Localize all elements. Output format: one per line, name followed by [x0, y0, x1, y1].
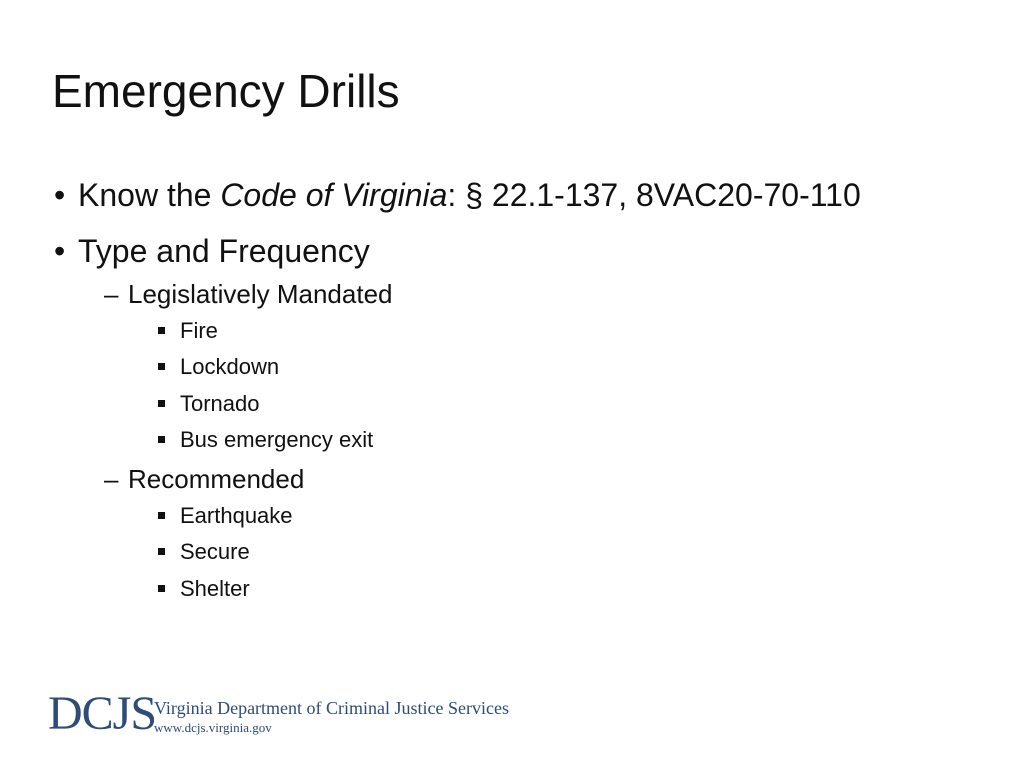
dcjs-logo-letters: DCJS — [48, 687, 157, 740]
dash-icon: – — [104, 278, 119, 309]
sub-bullet-text: Legislatively Mandated — [128, 278, 393, 309]
list-item — [156, 354, 994, 380]
org-url: www.dcjs.virginia.gov — [154, 720, 272, 735]
square-bullet-icon — [158, 585, 165, 592]
list-item-text: Earthquake — [180, 502, 293, 528]
bullet-code-of-virginia — [54, 176, 994, 214]
list-item — [156, 318, 994, 344]
list-item — [156, 503, 994, 529]
bullet-dot-icon: • — [54, 177, 66, 213]
bullet-dot-icon: • — [54, 233, 66, 270]
list-item — [156, 391, 994, 417]
list-item — [156, 427, 994, 453]
slide-content — [54, 176, 994, 612]
list-item-text: Fire — [180, 317, 218, 343]
square-bullet-icon — [158, 363, 165, 370]
square-bullet-icon — [158, 327, 165, 334]
list-item — [156, 576, 994, 602]
bullet-text-prefix: Know the — [78, 177, 221, 213]
bullet-text-suffix: : § 22.1-137, 8VAC20-70-110 — [447, 177, 861, 213]
square-bullet-icon — [158, 548, 165, 555]
bullet-type-and-frequency — [54, 232, 994, 270]
square-bullet-icon — [158, 400, 165, 407]
list-item-text: Lockdown — [180, 354, 280, 380]
sub-bullet-mandated — [104, 279, 994, 310]
dash-icon: – — [104, 463, 119, 494]
sub-bullet-recommended — [104, 464, 994, 495]
code-of-virginia-italic: Code of Virginia — [220, 177, 448, 213]
dcjs-logo — [48, 687, 509, 742]
list-item — [156, 539, 994, 565]
square-bullet-icon — [158, 512, 165, 519]
square-bullet-icon — [158, 436, 165, 443]
list-item-text: Tornado — [180, 390, 260, 416]
list-item-text: Shelter — [180, 575, 250, 601]
slide-title: Emergency Drills — [52, 65, 400, 117]
list-item-text: Bus emergency exit — [180, 427, 374, 453]
list-item-text: Secure — [180, 539, 250, 565]
org-name: Virginia Department of Criminal Justice Services — [154, 698, 509, 718]
bullet-text: Type and Frequency — [78, 233, 370, 270]
sub-bullet-text: Recommended — [128, 463, 305, 494]
